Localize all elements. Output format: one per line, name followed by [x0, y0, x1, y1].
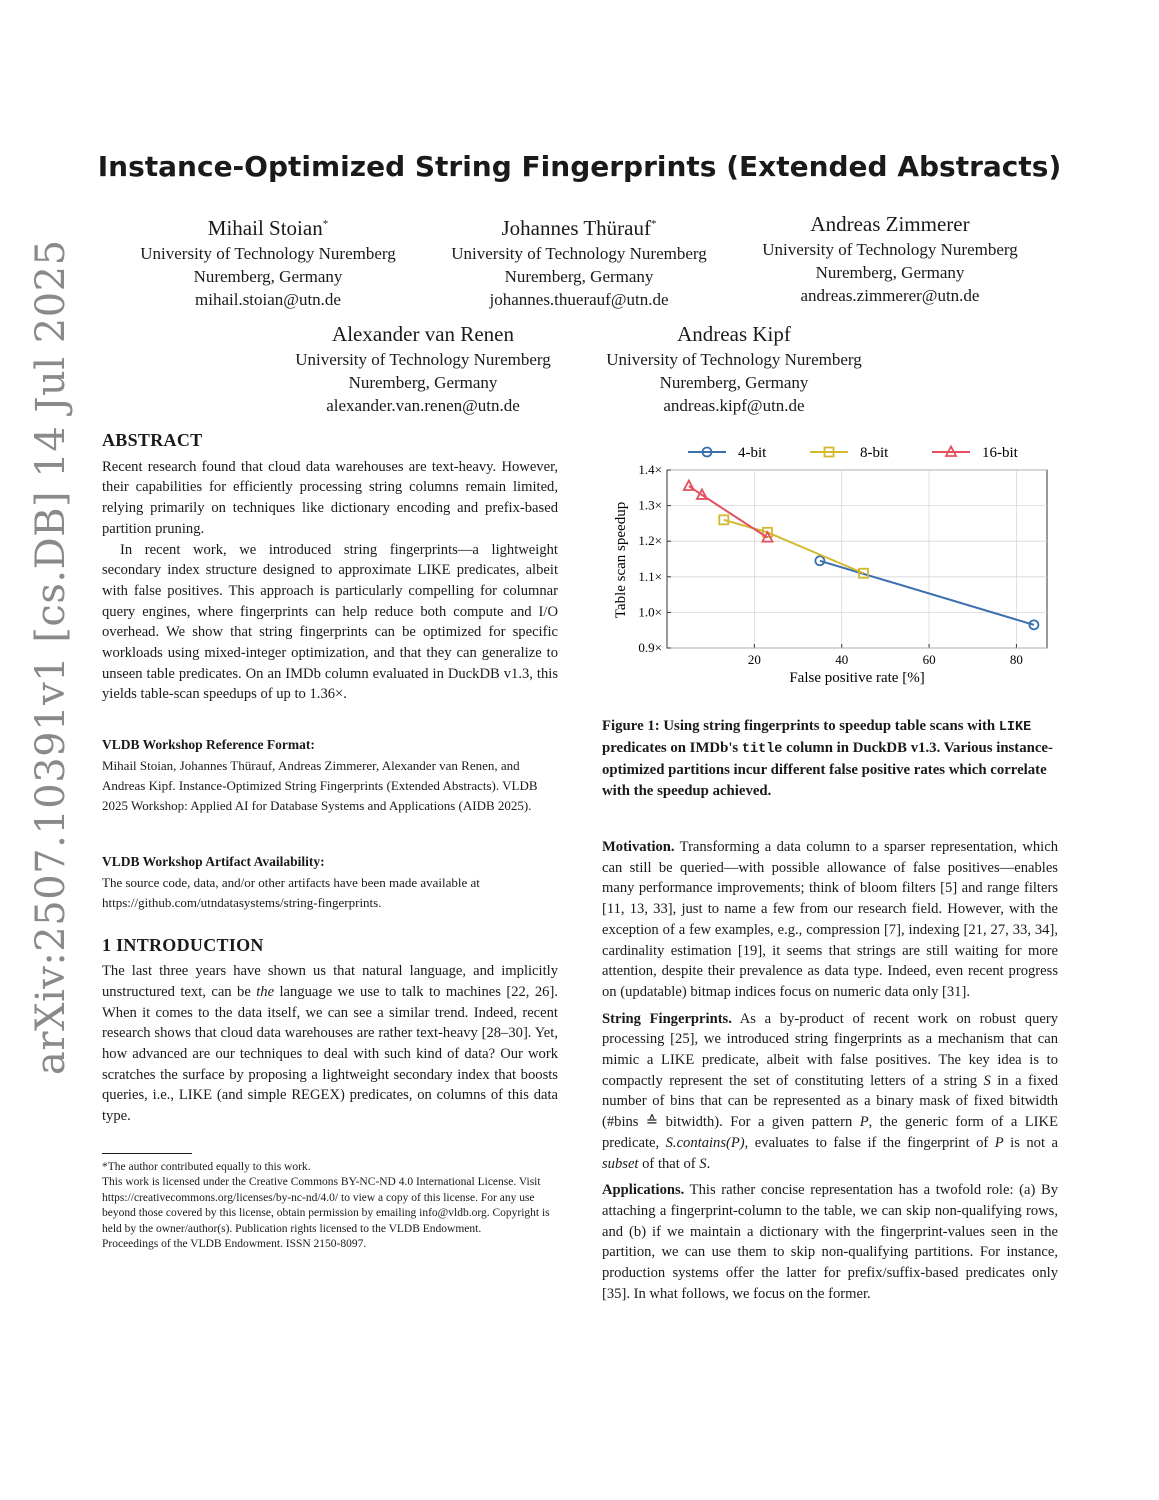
y-tick-label: 0.9×: [638, 640, 662, 655]
author-name: Johannes Thürauf*: [501, 216, 657, 240]
reference-format-text: Mihail Stoian, Johannes Thürauf, Andreas Zimmerer, Alexander van Renen, and Andreas Kipf. Instance-Optimized String Fingerprints (Extended Abstracts). VLDB 2025 Workshop: Applied AI for Database Systems and Applications (AIDB 2025).: [102, 757, 538, 813]
author-affiliation: University of Technology Nuremberg: [762, 240, 1018, 259]
introduction-heading: 1 INTRODUCTION: [102, 934, 264, 955]
paper-title: Instance-Optimized String Fingerprints (Extended Abstracts): [97, 150, 1062, 183]
legend-label-4-bit: 4-bit: [738, 445, 767, 461]
reference-format-heading: VLDB Workshop Reference Format:: [102, 737, 315, 753]
x-tick-label: 20: [747, 652, 761, 667]
series-line-4-bit: [820, 561, 1034, 625]
author-email: alexander.van.renen@utn.de: [326, 396, 520, 415]
string-fingerprints-paragraph: String Fingerprints. As a by-product of recent work on robust query processing [25], we introduced string fingerprints as a mechanism that can mimic a LIKE predicate, albeit with false positives. The key idea is to compactly represent the set of constituting letters of a string S in a fixed number of bins that can be represented as a binary mask of fixed bitwidth (#bins ≙ bitwidth). For a given pattern P, the generic form of a LIKE predicate, S.contains(P), evaluates to false if the fingerprint of P is not a subset of that of S.: [602, 1010, 1059, 1172]
x-tick-label: 40: [835, 652, 849, 667]
motivation-paragraph: Motivation. Transforming a data column to a sparser representation, which can still be queried—with possible allowance of false positives—enables many performance improvements; think of bloom filters [5] and range filters [11, 13, 33], just to name a few from our research field. However, with the exception of a few examples, e.g., compression [7], indexing [21, 27, 33, 34], cardinality estimation [19], it seems that strings are still waiting for more attention, despite their prevalence as data type. Indeed, even recent progress on (updatable) bitmap indices focus on numeric data only [31].: [602, 839, 1058, 1000]
legend-label-16-bit: 16-bit: [982, 445, 1018, 461]
author-block: [273, 320, 573, 417]
figure-caption: Figure 1: Using string fingerprints to speedup table scans with LIKE predicates on IMDb's title column in DuckDB v1.3. Various instance-optimized partitions incur different false positive rates which correlate with the speedup achieved.: [602, 718, 1053, 799]
x-tick-label: 80: [1009, 652, 1023, 667]
plot-frame: [667, 470, 1047, 648]
author-name: Alexander van Renen: [332, 322, 514, 346]
arxiv-identifier: arXiv:2507.10391v1 [cs.DB] 14 Jul 2025: [28, 239, 74, 1075]
author-affiliation: University of Technology Nuremberg: [295, 350, 551, 369]
y-tick-label: 1.0×: [638, 604, 662, 620]
author-affiliation: University of Technology Nuremberg: [606, 350, 862, 369]
artifact-text: The source code, data, and/or other artifacts have been made available at https://github.com/utndatasystems/string-fingerprints.: [102, 874, 480, 910]
abstract-heading: ABSTRACT: [102, 430, 203, 450]
right-column: [602, 837, 1058, 1304]
introduction-paragraph: The last three years have shown us that natural language, and implicitly unstructured text, can be the language we use to talk to machines [22, 26]. When it comes to the data itself, we can see a similar trend. Indeed, recent research shows that cloud data warehouses are rather text-heavy [28–30]. Yet, how advanced are our techniques to deal with such kind of data? Our work scratches the surface by proposing a lightweight secondary index that boosts queries, i.e., LIKE (and simple REGEX) predicates, on columns of this data type.: [102, 963, 558, 1125]
y-axis-label: Table scan speedup: [613, 501, 629, 619]
y-tick-label: 1.2×: [638, 533, 662, 549]
author-name: Andreas Zimmerer: [810, 212, 970, 236]
author-block: [740, 210, 1040, 307]
data-point-16-bit: [684, 481, 694, 491]
author-email: johannes.thuerauf@utn.de: [489, 290, 669, 309]
artifact-heading: VLDB Workshop Artifact Availability:: [102, 853, 325, 869]
left-column: [102, 430, 558, 1253]
y-tick-label: 1.1×: [638, 568, 662, 584]
x-tick-label: 60: [922, 652, 936, 667]
author-block: [584, 320, 884, 417]
y-tick-label: 1.3×: [638, 497, 662, 513]
author-location: Nuremberg, Germany: [348, 373, 498, 392]
series-line-8-bit: [724, 520, 864, 573]
author-name: Mihail Stoian*: [207, 216, 329, 240]
footnote: *The author contributed equally to this work.: [102, 1160, 311, 1173]
author-location: Nuremberg, Germany: [504, 267, 654, 286]
footnote: Proceedings of the VLDB Endowment. ISSN 2150-8097.: [102, 1238, 367, 1251]
abstract-paragraph: Recent research found that cloud data warehouses are text-heavy. However, their capabilities for efficiently processing string columns remain limited, relying primarily on techniques like dictionary encoding and prefix-based partition pruning.: [102, 458, 558, 537]
author-email: andreas.kipf@utn.de: [663, 396, 805, 415]
speedup-chart: [600, 430, 1070, 700]
author-location: Nuremberg, Germany: [659, 373, 809, 392]
author-email: mihail.stoian@utn.de: [195, 290, 341, 309]
x-axis-label: False positive rate [%]: [789, 670, 925, 686]
legend-label-8-bit: 8-bit: [860, 445, 889, 461]
footnote-rule: [102, 1153, 192, 1154]
footnote: This work is licensed under the Creative Commons BY-NC-ND 4.0 International License. Visit https://creativecommons.org/licenses/by-nc-nd/4.0/ to view a copy of this license. For any use beyond those covered by this license, obtain permission by emailing info@vldb.org. Copyright is held by the owner/author(s). Publication rights licensed to the VLDB Endowment.: [102, 1176, 550, 1235]
author-block: [429, 210, 729, 311]
author-affiliation: University of Technology Nuremberg: [451, 244, 707, 263]
author-affiliation: University of Technology Nuremberg: [140, 244, 396, 263]
author-location: Nuremberg, Germany: [193, 267, 343, 286]
author-block: [118, 210, 418, 311]
abstract-paragraph: In recent work, we introduced string fingerprints—a lightweight secondary index structure designed to approximate LIKE predicates, albeit with false positives. This approach is particularly compelling for columnar query engines, where fingerprints can help reduce both compute and I/O overhead. We show that string fingerprints can be optimized for specific workloads using mixed-integer optimization, and that they can generalize to unseen table predicates. On an IMDb column evaluated in DuckDB v1.3, this yields table-scan speedups of up to 1.36×.: [102, 541, 558, 703]
y-tick-label: 1.4×: [638, 462, 662, 477]
author-name: Andreas Kipf: [677, 322, 791, 346]
author-email: andreas.zimmerer@utn.de: [800, 286, 980, 305]
applications-paragraph: Applications. This rather concise representation has a twofold role: (a) By attaching a fingerprint-column to the table, we can skip non-qualifying rows, and (b) if we maintain a dictionary with the fingerprint-values seen in the partition, we can use them to skip non-qualifying partitions. For instance, production systems offer the latter for prefix/suffix-based predicates only [35]. In what follows, we focus on the former.: [602, 1182, 1058, 1302]
author-location: Nuremberg, Germany: [815, 263, 965, 282]
